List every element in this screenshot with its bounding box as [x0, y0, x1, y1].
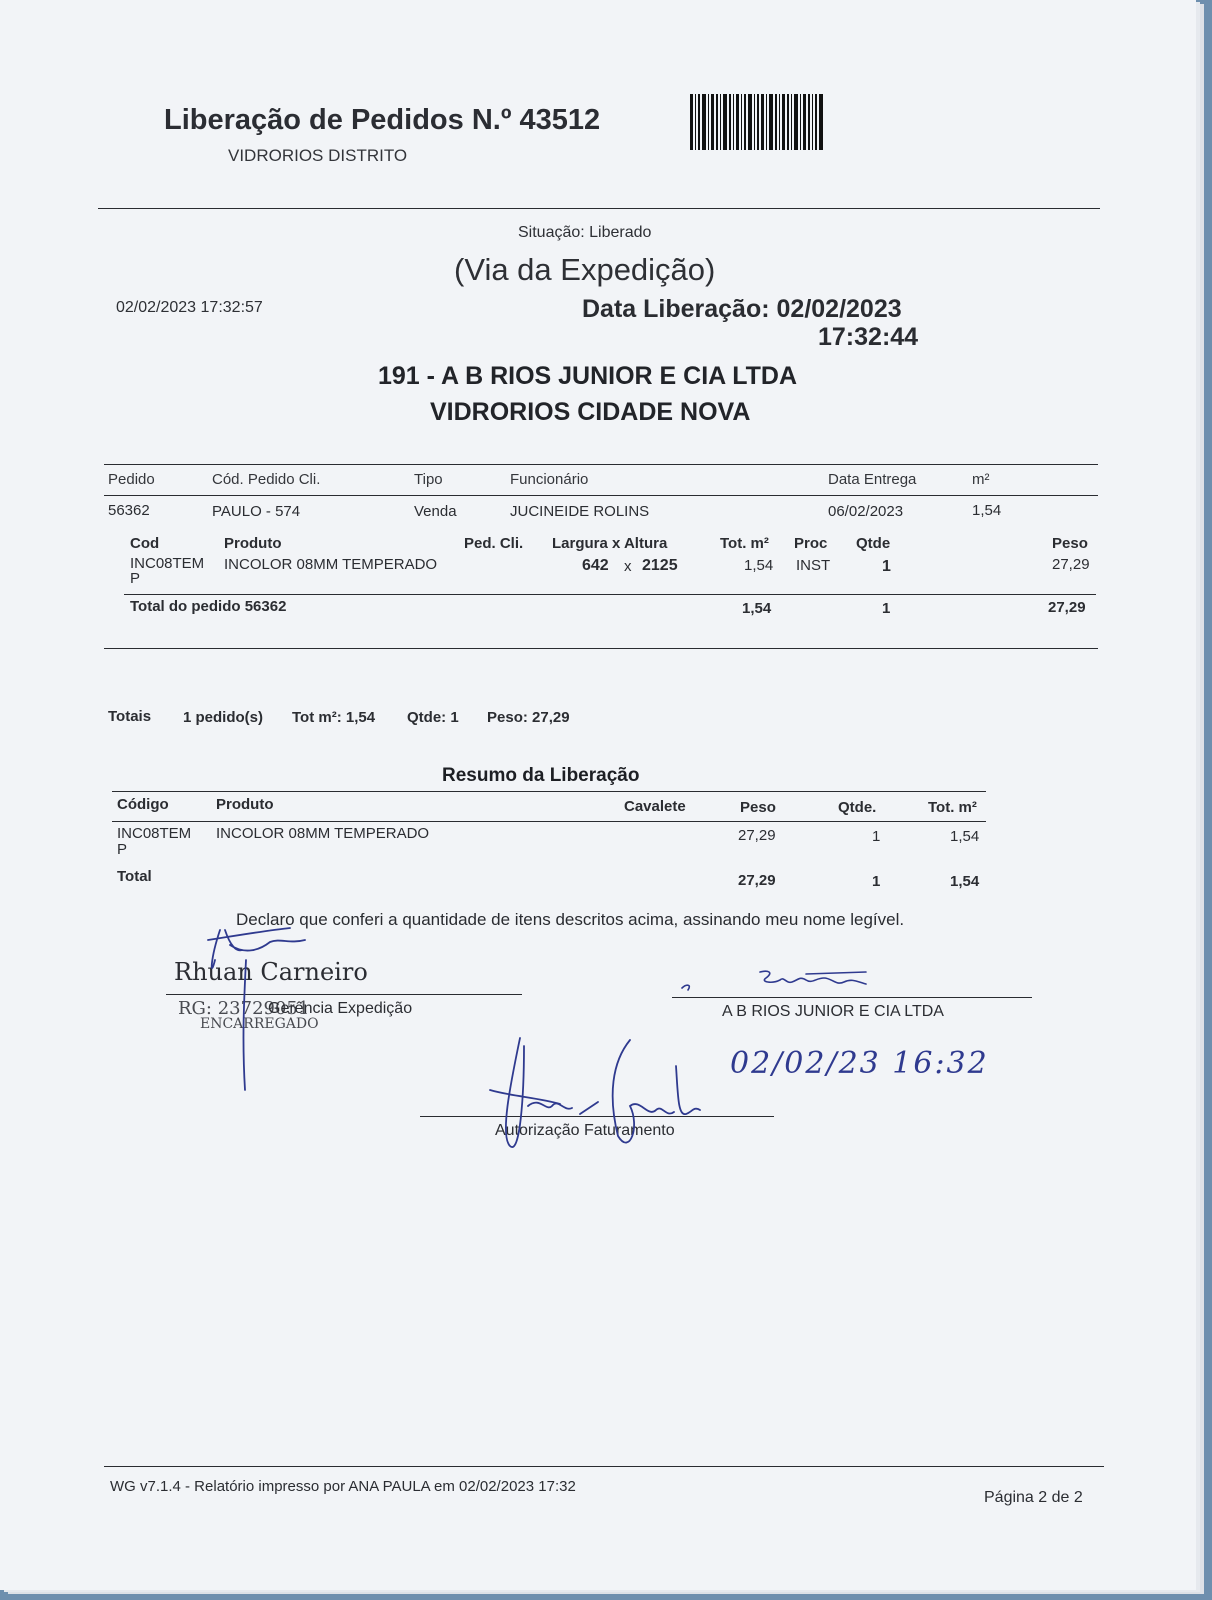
summary-header-codigo: Código [117, 796, 169, 813]
barcode-bar [791, 94, 792, 150]
item-tot-m2: 1,54 [744, 557, 774, 574]
summary-total-qtde: 1 [872, 873, 881, 890]
barcode-bar [690, 94, 693, 150]
summary-top-rule [112, 791, 986, 792]
barcode-bar [733, 94, 734, 150]
item-header-largura-altura: Largura x Altura [552, 535, 668, 552]
barcode-bar [716, 94, 718, 150]
summary-tot-m2: 1,54 [950, 828, 980, 845]
totals-peso: Peso: 27,29 [487, 709, 570, 726]
barcode-bar [720, 94, 721, 150]
order-total-label: Total do pedido 56362 [130, 598, 287, 615]
barcode-bar [757, 94, 759, 150]
footer-print-info: WG v7.1.4 - Relatório impresso por ANA PAULA em 02/02/2023 17:32 [110, 1478, 576, 1495]
barcode-bar [819, 94, 823, 150]
barcode-bar [695, 94, 696, 150]
stamp-name: Rhuan Carneiro [174, 958, 368, 986]
barcode-bar [808, 94, 810, 150]
col-header-data-entrega: Data Entrega [828, 471, 917, 488]
header-divider [98, 208, 1100, 209]
summary-header-cavalete: Cavalete [624, 798, 686, 815]
summary-header-peso: Peso [740, 799, 776, 816]
declaration-text: Declaro que conferi a quantidade de itens descritos acima, assinando meu nome legível. [236, 910, 905, 929]
order-table-top-rule [104, 464, 1098, 465]
order-table-header-rule [104, 495, 1098, 496]
summary-header-produto: Produto [216, 796, 274, 813]
summary-peso: 27,29 [738, 827, 776, 844]
col-header-funcionario: Funcionário [510, 471, 589, 488]
client-name: 191 - A B RIOS JUNIOR E CIA LTDA [378, 362, 798, 390]
barcode-bar [779, 94, 780, 150]
barcode-bar [702, 94, 706, 150]
document-title: Liberação de Pedidos N.º 43512 [164, 104, 601, 136]
item-dimension-separator: x [624, 558, 632, 575]
col-header-pedido: Pedido [108, 471, 155, 488]
summary-total-label: Total [117, 868, 152, 885]
barcode-bar [800, 94, 801, 150]
release-date: Data Liberação: 02/02/2023 [582, 295, 902, 323]
barcode-bar [741, 94, 742, 150]
summary-total-tot-m2: 1,54 [950, 873, 980, 890]
barcode-bar [794, 94, 798, 150]
barcode-bar [748, 94, 752, 150]
barcode-bar [769, 94, 773, 150]
order-funcionario: JUCINEIDE ROLINS [510, 503, 650, 520]
item-cod: INC08TEM [130, 555, 205, 572]
barcode-bar [782, 94, 785, 150]
summary-header-rule [112, 821, 986, 822]
item-header-proc: Proc [794, 535, 828, 552]
summary-title: Resumo da Liberação [442, 765, 640, 786]
barcode-bar [708, 94, 709, 150]
totals-pedidos: 1 pedido(s) [183, 709, 264, 726]
summary-codigo: INC08TEM [117, 825, 192, 842]
barcode-bar [744, 94, 746, 150]
status-text: Situação: Liberado [518, 224, 652, 241]
client-store: VIDRORIOS CIDADE NOVA [430, 398, 751, 426]
barcode-bar [775, 94, 777, 150]
signature-label-client: A B RIOS JUNIOR E CIA LTDA [722, 1003, 944, 1020]
order-total-qtde: 1 [882, 600, 891, 617]
item-header-peso: Peso [1052, 535, 1088, 552]
signature-faturamento-strokes [480, 1026, 720, 1166]
barcode-bar [815, 94, 817, 150]
barcode-bar [761, 94, 764, 150]
barcode-bar [803, 94, 806, 150]
order-cod-pedido-cli: PAULO - 574 [212, 503, 301, 520]
item-header-qtde: Qtde [856, 535, 891, 552]
barcode-bar [787, 94, 789, 150]
summary-produto: INCOLOR 08MM TEMPERADO [216, 825, 430, 842]
summary-qtde: 1 [872, 828, 881, 845]
col-header-cod-pedido-cli: Cód. Pedido Cli. [212, 471, 321, 488]
item-altura: 2125 [642, 557, 678, 574]
col-header-m2: m² [972, 471, 990, 488]
totals-qtde: Qtde: 1 [407, 709, 459, 726]
summary-total-peso: 27,29 [738, 872, 776, 889]
order-total-m2: 1,54 [742, 600, 772, 617]
barcode-bar [723, 94, 727, 150]
item-largura: 642 [582, 557, 609, 574]
stamp-role: ENCARREGADO [200, 1016, 319, 1032]
print-datetime: 02/02/2023 17:32:57 [116, 299, 263, 316]
item-header-cod: Cod [130, 535, 160, 552]
signature-label-faturamento: Autorização Faturamento [495, 1122, 675, 1139]
item-header-tot-m2: Tot. m² [720, 535, 769, 552]
signature-label-expedicao: Gerência Expedição [268, 1000, 413, 1017]
item-cod-cont: P [130, 570, 141, 587]
barcode-bar [711, 94, 714, 150]
copy-type-heading: (Via da Expedição) [454, 252, 716, 287]
col-header-tipo: Tipo [414, 471, 443, 488]
company-subtitle: VIDRORIOS DISTRITO [228, 146, 408, 165]
item-header-ped-cli: Ped. Cli. [464, 535, 524, 552]
totals-m2: Tot m²: 1,54 [292, 709, 376, 726]
summary-header-tot-m2: Tot. m² [928, 799, 977, 816]
barcode-bar [729, 94, 731, 150]
summary-header-qtde: Qtde. [838, 799, 877, 816]
item-header-produto: Produto [224, 535, 282, 552]
totals-label: Totais [108, 708, 152, 725]
barcode-bar [812, 94, 813, 150]
barcode-bar [754, 94, 755, 150]
barcode [690, 94, 825, 150]
stamp-rg: RG: 23729051 [178, 998, 310, 1019]
order-data-entrega: 06/02/2023 [828, 503, 904, 520]
footer-rule [104, 1466, 1104, 1467]
barcode-bar [736, 94, 739, 150]
order-total-peso: 27,29 [1048, 599, 1086, 616]
footer-page-number: Página 2 de 2 [984, 1489, 1083, 1506]
barcode-bar [766, 94, 767, 150]
order-m2: 1,54 [972, 502, 1002, 519]
item-produto: INCOLOR 08MM TEMPERADO [224, 556, 438, 573]
barcode-bar [698, 94, 700, 150]
order-table-bottom-rule [104, 648, 1098, 649]
item-qtde: 1 [882, 558, 891, 575]
item-total-rule [124, 594, 1096, 595]
item-peso: 27,29 [1052, 556, 1090, 573]
order-tipo: Venda [414, 503, 457, 520]
item-proc: INST [796, 557, 831, 574]
summary-codigo-cont: P [117, 841, 128, 858]
signature-client-strokes [676, 962, 916, 1002]
handwritten-date: 02/02/23 16:32 [730, 1046, 989, 1081]
order-pedido: 56362 [108, 502, 150, 519]
signature-expedicao-strokes [190, 900, 330, 1100]
release-time: 17:32:44 [818, 323, 919, 351]
